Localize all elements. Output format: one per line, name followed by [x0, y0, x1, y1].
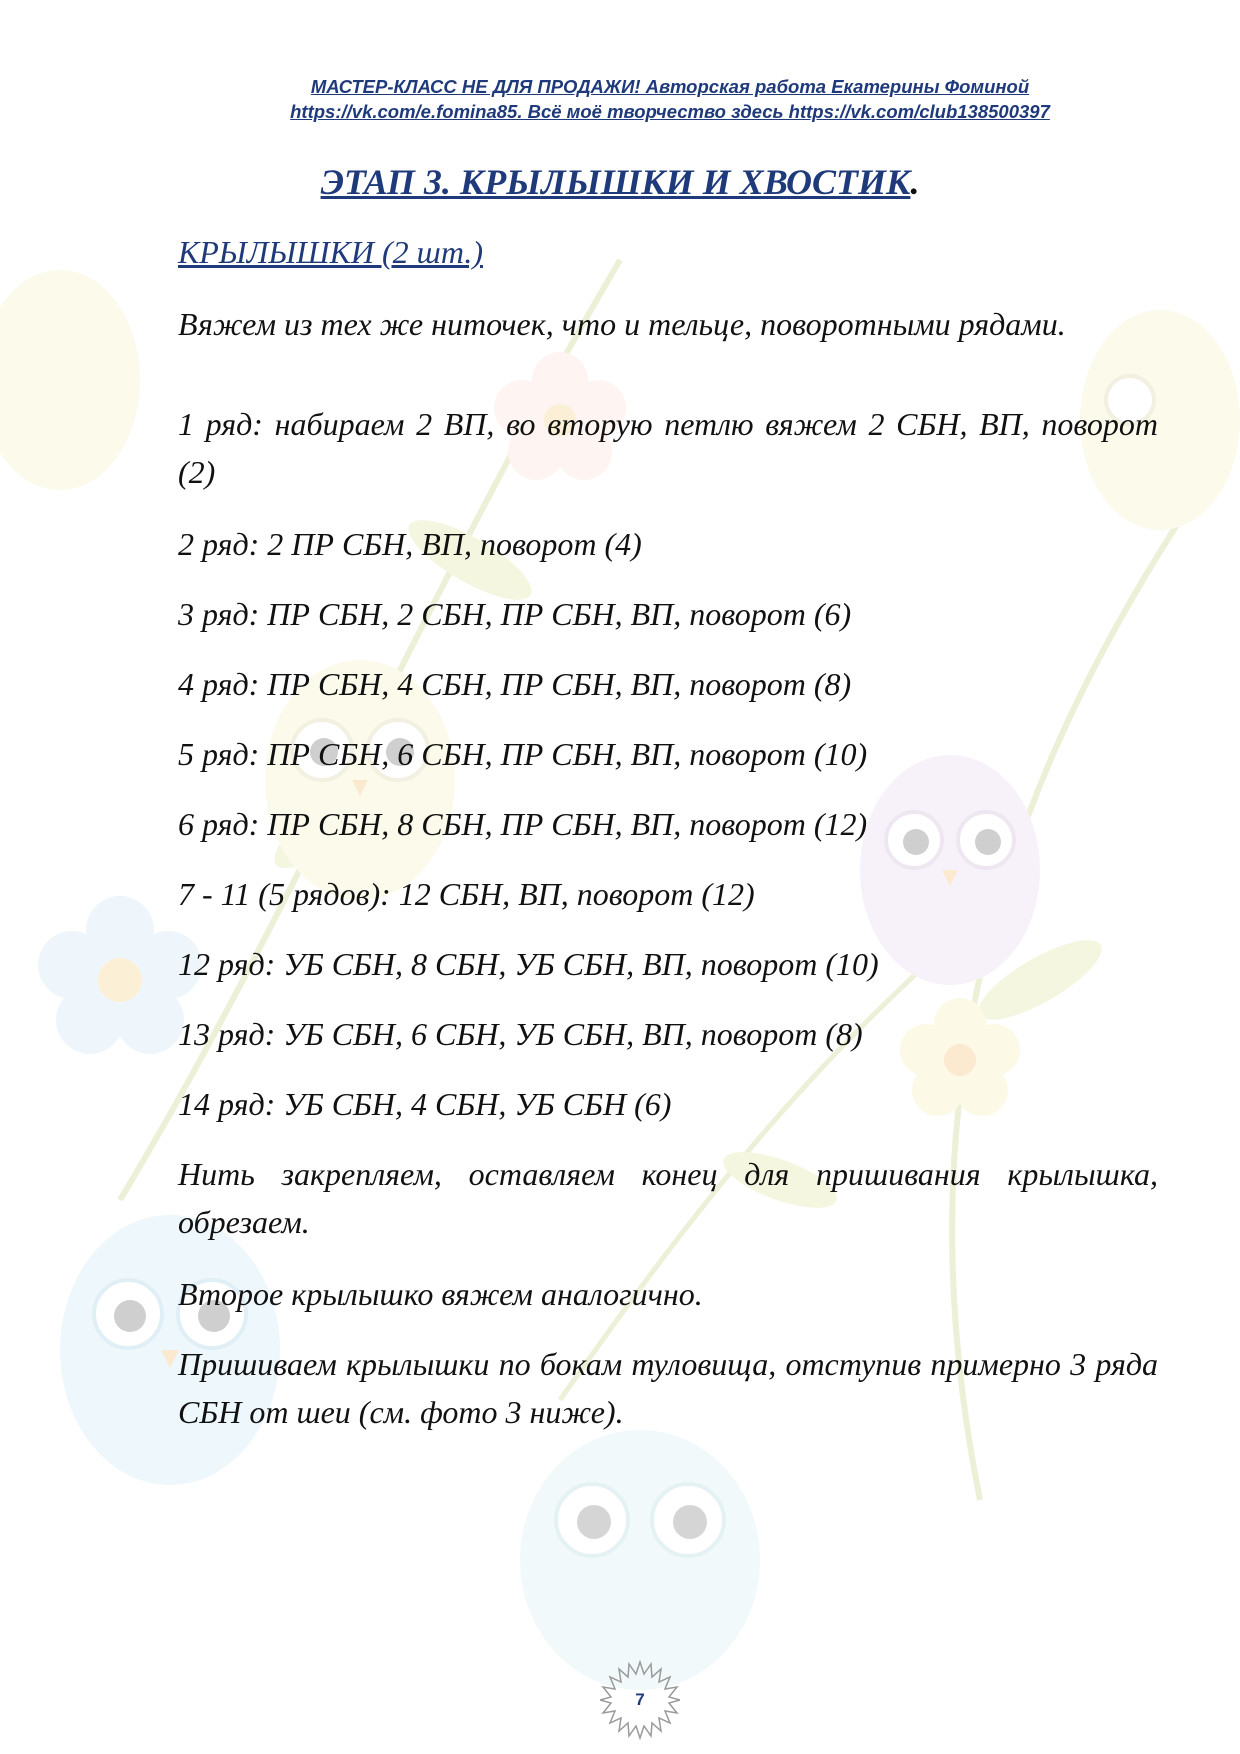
paragraph-row-1: 1 ряд: набираем 2 ВП, во вторую петлю вяжем 2 СБН, ВП, поворот (2) [178, 406, 1158, 490]
paragraph-second-wing: Второе крылышко вяжем аналогично. [178, 1276, 703, 1312]
header-line-2: https://vk.com/e.fomina85. Всё моё творчество здесь https://vk.com/club138500397 [290, 101, 1050, 122]
header-line-1: МАСТЕР-КЛАСС НЕ ДЛЯ ПРОДАЖИ! Авторская работа Екатерины Фоминой [310, 76, 1030, 97]
header [0, 74, 1240, 124]
page-number-badge [600, 1660, 680, 1740]
paragraph-row-6: 6 ряд: ПР СБН, 8 СБН, ПР СБН, ВП, поворот (12) [178, 806, 868, 842]
paragraph-rows-7-11: 7 - 11 (5 рядов): 12 СБН, ВП, поворот (12) [178, 876, 755, 912]
paragraph-finish: Нить закрепляем, оставляем конец для пришивания крылышка, обрезаем. [178, 1156, 1158, 1240]
paragraph-intro: Вяжем из тех же ниточек, что и тельце, поворотными рядами. [178, 306, 1066, 342]
paragraph-row-2: 2 ряд: 2 ПР СБН, ВП, поворот (4) [178, 526, 642, 562]
paragraph-row-4: 4 ряд: ПР СБН, 4 СБН, ПР СБН, ВП, поворот (8) [178, 666, 852, 702]
page-number: 7 [635, 1690, 645, 1709]
section-subtitle: КРЫЛЫШКИ (2 шт.) [178, 234, 483, 270]
paragraph-sew-wings: Пришиваем крылышки по бокам туловища, отступив примерно 3 ряда СБН от шеи (см. фото 3 ниже). [178, 1346, 1158, 1430]
paragraph-row-13: 13 ряд: УБ СБН, 6 СБН, УБ СБН, ВП, поворот (8) [178, 1016, 863, 1052]
paragraph-row-5: 5 ряд: ПР СБН, 6 СБН, ПР СБН, ВП, поворот (10) [178, 736, 868, 772]
title-text: ЭТАП 3. КРЫЛЫШКИ И ХВОСТИК [320, 162, 911, 202]
paragraph-row-14: 14 ряд: УБ СБН, 4 СБН, УБ СБН (6) [178, 1086, 672, 1122]
paragraph-row-3: 3 ряд: ПР СБН, 2 СБН, ПР СБН, ВП, поворот (6) [178, 596, 852, 632]
title-end: . [910, 162, 920, 202]
paragraph-row-12: 12 ряд: УБ СБН, 8 СБН, УБ СБН, ВП, поворот (10) [178, 946, 879, 982]
page-title [0, 160, 1240, 204]
